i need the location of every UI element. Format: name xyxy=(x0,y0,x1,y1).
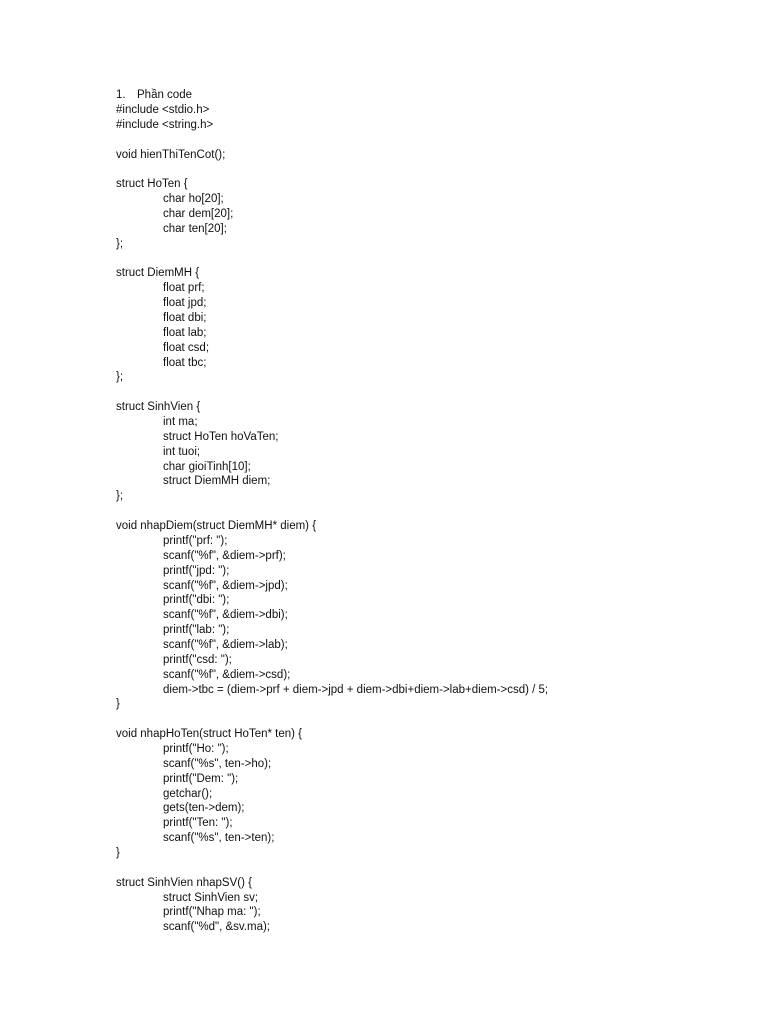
code-line: printf("jpd: "); xyxy=(163,564,230,577)
section-number: 1. xyxy=(116,89,126,101)
code-line: float jpd; xyxy=(163,297,207,310)
code-line: struct DiemMH diem; xyxy=(163,475,271,488)
code-line: printf("csd: "); xyxy=(163,653,232,666)
code-line: struct HoTen { xyxy=(116,178,188,191)
code-line: void hienThiTenCot(); xyxy=(116,148,226,161)
code-line: char gioiTinh[10]; xyxy=(163,460,251,473)
code-line: } xyxy=(116,698,120,711)
code-line: int ma; xyxy=(163,416,198,429)
code-line: scanf("%s", ten->ten); xyxy=(163,832,275,845)
code-line: scanf("%f", &diem->jpd); xyxy=(163,579,288,592)
code-line: char dem[20]; xyxy=(163,208,234,221)
code-line: gets(ten->dem); xyxy=(163,802,245,815)
blank-line xyxy=(116,385,736,400)
code-line: } xyxy=(116,846,120,859)
code-line: printf("prf: "); xyxy=(163,534,228,547)
code-line: char ten[20]; xyxy=(163,222,227,235)
code-line: printf("Ho: "); xyxy=(163,742,229,755)
code-line: float prf; xyxy=(163,282,205,295)
blank-line xyxy=(116,861,736,876)
section-heading xyxy=(116,88,192,103)
code-line: char ho[20]; xyxy=(163,193,224,206)
blank-line xyxy=(116,712,736,727)
code-line: }; xyxy=(116,237,124,250)
code-line: #include <stdio.h> xyxy=(116,104,210,116)
code-line: printf("lab: "); xyxy=(163,624,230,637)
blank-line xyxy=(116,133,736,148)
code-line: printf("dbi: "); xyxy=(163,594,230,607)
code-line: float dbi; xyxy=(163,312,207,325)
code-line: float lab; xyxy=(163,326,207,339)
code-line: void nhapHoTen(struct HoTen* ten) { xyxy=(116,728,303,741)
code-line: scanf("%f", &diem->prf); xyxy=(163,549,286,562)
blank-line xyxy=(116,162,736,177)
code-line: scanf("%f", &diem->lab); xyxy=(163,638,288,651)
code-line: float tbc; xyxy=(163,356,207,369)
code-line: int tuoi; xyxy=(163,445,201,458)
blank-line xyxy=(116,504,736,519)
code-line: float csd; xyxy=(163,341,210,354)
code-line: printf("Ten: "); xyxy=(163,817,233,830)
code-line: }; xyxy=(116,371,124,384)
code-line: getchar(); xyxy=(163,787,213,800)
code-line: diem->tbc = (diem->prf + diem->jpd + diem->dbi+diem->lab+diem->csd) / 5; xyxy=(163,683,549,696)
code-line: struct HoTen hoVaTen; xyxy=(163,430,279,443)
code-line: #include <string.h> xyxy=(116,118,214,131)
code-line: struct SinhVien nhapSV() { xyxy=(116,876,252,889)
code-line: scanf("%f", &diem->dbi); xyxy=(163,609,288,622)
code-line: scanf("%f", &diem->csd); xyxy=(163,668,291,681)
code-block xyxy=(116,103,736,935)
code-line: void nhapDiem(struct DiemMH* diem) { xyxy=(116,520,317,533)
code-line: scanf("%d", &sv.ma); xyxy=(163,921,271,934)
code-line: struct DiemMH { xyxy=(116,267,200,280)
code-line: printf("Nhap ma: "); xyxy=(163,906,261,919)
code-line: scanf("%s", ten->ho); xyxy=(163,757,272,770)
code-line: struct SinhVien sv; xyxy=(163,891,259,904)
code-line: struct SinhVien { xyxy=(116,401,201,414)
blank-line xyxy=(116,252,736,267)
code-line: }; xyxy=(116,490,124,503)
code-line: printf("Dem: "); xyxy=(163,772,239,785)
section-title: Phần code xyxy=(137,89,192,101)
